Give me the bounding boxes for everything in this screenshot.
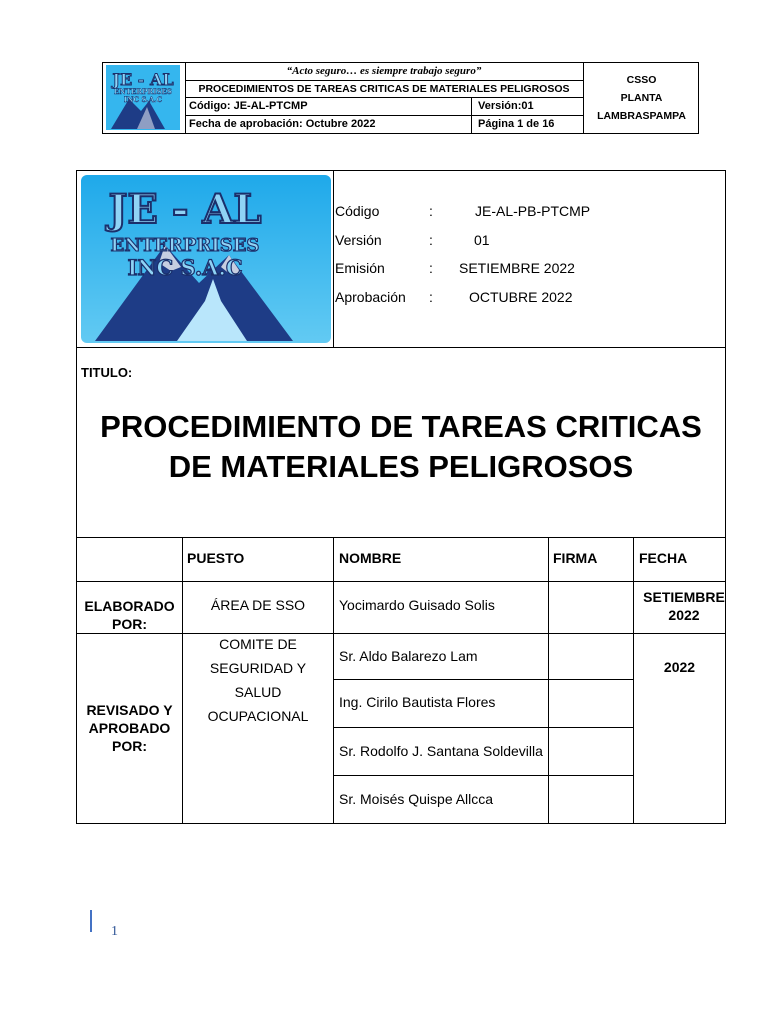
header-right-line1: CSSO [626, 74, 657, 86]
fecha-elaborado [634, 588, 734, 624]
role-revisado [77, 701, 182, 755]
company-logo-small [103, 63, 185, 133]
meta-label: Emisión [335, 260, 385, 276]
divider [548, 537, 549, 823]
header-middle [185, 63, 583, 133]
role-elaborado [77, 597, 182, 633]
meta-label: Versión [335, 232, 382, 248]
nombre-revisor-2: Ing. Cirilo Bautista Flores [339, 694, 496, 710]
page-header-table [102, 62, 699, 134]
header-code: Código: JE-AL-PTCMP [189, 100, 308, 112]
nombre-revisor-3: Sr. Rodolfo J. Santana Soldevilla [339, 743, 543, 759]
header-date-row [185, 116, 583, 134]
header-version: Versión:01 [471, 98, 534, 115]
puesto-line: COMITE DE [219, 636, 297, 652]
column-header-nombre: NOMBRE [339, 550, 402, 566]
meta-value: OCTUBRE 2022 [469, 289, 573, 305]
meta-value: JE-AL-PB-PTCMP [475, 203, 591, 219]
meta-value: 01 [474, 232, 490, 248]
header-page: Página 1 de 16 [471, 116, 554, 134]
document-title-line-2: DE MATERIALES PELIGROSOS [168, 449, 634, 484]
divider [633, 537, 634, 823]
logo-text-3: INC S.A.C [127, 255, 243, 280]
divider [77, 633, 725, 634]
logo-small-text-1: JE - AL [112, 70, 174, 89]
document-title-line-1: PROCEDIMIENTO DE TAREAS CRITICAS [100, 409, 702, 444]
role-line: APROBADO [88, 720, 171, 736]
meta-colon: : [429, 260, 433, 276]
header-right-line3: LAMBRASPAMPA [597, 110, 686, 122]
fecha-revisado: 2022 [663, 659, 696, 675]
logo-text-2: ENTERPRISES [110, 235, 260, 256]
document-title [77, 407, 725, 487]
page-number: 1 [111, 924, 118, 939]
header-right-cell [583, 63, 699, 133]
meta-colon: : [429, 289, 433, 305]
column-header-puesto: PUESTO [187, 550, 245, 566]
header-logo-cell [103, 63, 186, 133]
meta-label: Código [335, 203, 380, 219]
role-line: REVISADO Y [86, 702, 173, 718]
divider [333, 775, 633, 776]
header-motto: “Acto seguro… es siempre trabajo seguro” [185, 63, 583, 81]
divider [77, 581, 725, 582]
page-number-marker [90, 910, 92, 932]
nombre-revisor-4: Sr. Moisés Quispe Allcca [339, 791, 494, 807]
puesto-line: OCUPACIONAL [207, 708, 309, 724]
header-code-row [185, 98, 583, 116]
role-line: POR: [112, 616, 147, 632]
meta-value: SETIEMBRE 2022 [459, 260, 575, 276]
column-header-fecha: FECHA [639, 550, 688, 566]
nombre-revisor-1: Sr. Aldo Balarezo Lam [339, 648, 478, 664]
nombre-elaborado: Yocimardo Guisado Solis [339, 597, 495, 613]
role-line: ELABORADO [84, 598, 175, 614]
fecha-line: SETIEMBRE [643, 589, 725, 605]
header-right-line2: PLANTA [620, 92, 663, 104]
fecha-line: 2022 [668, 607, 700, 623]
logo-text-1: JE - AL [108, 186, 262, 233]
company-logo [81, 175, 331, 343]
header-approval-date: Fecha de aprobación: Octubre 2022 [189, 118, 376, 130]
column-header-firma: FIRMA [553, 550, 598, 566]
divider [77, 537, 725, 538]
role-line: POR: [112, 738, 147, 754]
logo-small-text-3: INC S.A.C [123, 95, 163, 104]
divider [333, 727, 633, 728]
puesto-elaborado: ÁREA DE SSO [210, 597, 306, 613]
puesto-revisado [183, 632, 333, 728]
puesto-line: SEGURIDAD Y [209, 660, 307, 676]
puesto-line: SALUD [234, 684, 282, 700]
logo-small-text-2: ENTERPRISES [114, 87, 172, 96]
titulo-label: TITULO: [81, 365, 133, 380]
divider [77, 347, 725, 348]
meta-colon: : [429, 203, 433, 219]
meta-label: Aprobación [335, 289, 406, 305]
cover-table [76, 170, 726, 824]
meta-colon: : [429, 232, 433, 248]
divider [333, 679, 633, 680]
divider [333, 171, 334, 347]
header-doc-title: PROCEDIMIENTOS DE TAREAS CRITICAS DE MATERIALES PELIGROSOS [185, 81, 583, 98]
divider [333, 537, 334, 823]
